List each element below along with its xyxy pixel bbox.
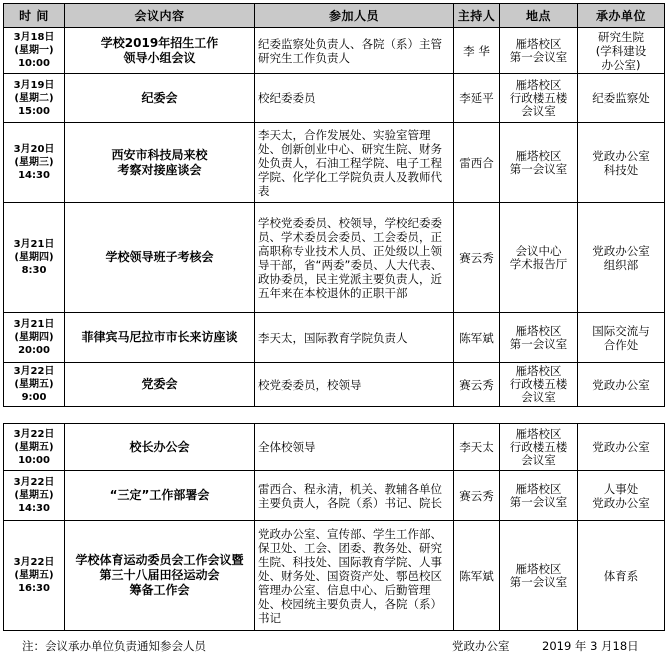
organizer-line: 合作处: [603, 337, 639, 352]
organizer-line: 研究生院: [598, 29, 644, 44]
time-cell: [4, 313, 65, 363]
schedule-row: [4, 471, 665, 521]
organizer-cell: [578, 203, 665, 313]
attendees-cell: 全体校领导: [255, 424, 454, 471]
schedule-row: [4, 123, 665, 203]
organizer-cell: [578, 28, 665, 74]
header-time: 时 间: [4, 4, 65, 28]
header-organizer: 承办单位: [578, 4, 665, 28]
time-weekday: (星期一): [14, 45, 54, 56]
header-attendees: 参加人员: [255, 4, 454, 28]
organizer-line: 办公室): [601, 57, 641, 72]
organizer-cell: [578, 471, 665, 521]
host-cell: 赛云秀: [454, 203, 500, 313]
time-date: 3月21日: [13, 319, 55, 330]
schedule-row: [4, 203, 665, 313]
time-clock: 14:30: [18, 170, 50, 181]
time-date: 3月22日: [13, 477, 55, 488]
location-line: 雁塔校区: [515, 36, 562, 51]
organizer-cell: [578, 123, 665, 203]
time-weekday: (星期四): [14, 252, 54, 263]
header-row: [4, 4, 665, 28]
location-cell: [500, 123, 578, 203]
meeting-title: [65, 313, 255, 363]
time-cell: [4, 123, 65, 203]
location-line: 会议中心: [515, 243, 562, 258]
organizer-line: 党政办公室: [592, 377, 650, 392]
time-date: 3月22日: [13, 557, 55, 568]
meeting-title: [65, 471, 255, 521]
time-clock: 8:30: [21, 265, 47, 276]
meeting-title-line: 筹备工作会: [129, 583, 190, 597]
time-date: 3月21日: [13, 239, 55, 250]
attendees-cell: 李天太，国际教育学院负责人: [255, 313, 454, 363]
organizer-line: 纪委监察处: [592, 91, 650, 105]
organizer-line: 党政办公室: [592, 440, 650, 454]
time-date: 3月19日: [13, 79, 55, 91]
meeting-title: [65, 74, 255, 123]
location-line: 雁塔校区: [515, 323, 562, 338]
host-cell: 赛云秀: [454, 471, 500, 521]
time-weekday: (星期五): [14, 441, 54, 453]
location-line: 行政楼五楼: [509, 439, 568, 454]
location-line: 雁塔校区: [515, 77, 562, 92]
meeting-title-line: 学校领导班子考核会: [105, 250, 214, 264]
location-line: 雁塔校区: [515, 481, 562, 496]
location-line: 行政楼五楼: [509, 377, 568, 391]
meeting-title: [65, 203, 255, 313]
time-weekday: (星期五): [14, 379, 54, 390]
location-line: 行政楼五楼: [509, 90, 568, 105]
time-clock: 10:00: [18, 58, 50, 69]
time-clock: 15:00: [18, 105, 50, 117]
meeting-title-line: 第三十八届田径运动会: [99, 568, 220, 582]
schedule-row: [4, 424, 665, 471]
schedule-row: [4, 313, 665, 363]
schedule-row: [4, 521, 665, 631]
host-cell: 雷西合: [454, 123, 500, 203]
meeting-title-line: 考察对接座谈会: [117, 162, 202, 177]
schedule-table-part1: [3, 3, 665, 407]
location-line: 雁塔校区: [515, 364, 562, 378]
time-clock: 20:00: [18, 345, 50, 356]
time-clock: 14:30: [18, 503, 50, 514]
location-cell: [500, 28, 578, 74]
location-cell: [500, 203, 578, 313]
meeting-title-line: 党委会: [141, 377, 178, 391]
location-cell: [500, 471, 578, 521]
time-date: 3月22日: [13, 428, 55, 440]
header-content: 会议内容: [65, 4, 255, 28]
meeting-title: [65, 521, 255, 631]
page-gap: [3, 413, 664, 423]
time-cell: [4, 28, 65, 74]
meeting-title-line: 西安市科技局来校: [111, 147, 208, 162]
host-cell: 赛云秀: [454, 363, 500, 407]
attendees-cell: 校党委委员，校领导: [255, 363, 454, 407]
time-clock: 16:30: [18, 583, 50, 594]
host-cell: 陈军斌: [454, 313, 500, 363]
time-weekday: (星期二): [14, 92, 54, 104]
attendees-cell: 党政办公室、宣传部、学生工作部、保卫处、工会、团委、教务处、研究生院、科技处、国际教育学院、人事处、财务处、国资资产处、鄠邑校区管理办公室、信息中心、后勤管理处、校园统主要负责人，各院（系）书记: [255, 521, 454, 631]
meeting-title-line: 学校体育运动委员会工作会议暨: [75, 553, 244, 567]
schedule-row: [4, 28, 665, 74]
schedule-row: [4, 74, 665, 123]
host-cell: 李天太: [454, 424, 500, 471]
time-clock: 10:00: [18, 454, 50, 466]
time-cell: [4, 74, 65, 123]
time-cell: [4, 424, 65, 471]
time-date: 3月22日: [13, 366, 55, 377]
host-cell: 李延平: [454, 74, 500, 123]
organizer-line: (学科建设: [595, 43, 647, 58]
time-weekday: (星期五): [14, 490, 54, 501]
meeting-title: [65, 123, 255, 203]
time-cell: [4, 521, 65, 631]
location-line: 会议室: [521, 103, 556, 118]
organizer-cell: [578, 521, 665, 631]
location-line: 第一会议室: [509, 49, 568, 64]
host-cell: 陈军斌: [454, 521, 500, 631]
time-weekday: (星期四): [14, 332, 54, 343]
time-cell: [4, 363, 65, 407]
footer-dept: 党政办公室: [452, 639, 510, 653]
location-cell: [500, 521, 578, 631]
location-line: 第一会议室: [509, 161, 568, 176]
meeting-title: [65, 363, 255, 407]
location-line: 雁塔校区: [515, 426, 562, 441]
schedule-row: [4, 363, 665, 407]
organizer-cell: [578, 424, 665, 471]
location-line: 雁塔校区: [515, 561, 562, 576]
attendees-cell: 李天太，合作发展处、实验室管理处、创新创业中心、研究生院、财务处负责人，石油工程学院、电子工程学院、化学化工学院负责人及教师代表: [255, 123, 454, 203]
time-weekday: (星期五): [14, 570, 54, 581]
attendees-cell: 雷西合、程永清，机关、教辅各单位主要负责人，各院（系）书记、院长: [255, 471, 454, 521]
organizer-line: 党政办公室: [592, 148, 650, 163]
organizer-cell: [578, 313, 665, 363]
time-cell: [4, 203, 65, 313]
schedule-table-part2: [3, 423, 665, 631]
meeting-title-line: 纪委会: [141, 90, 178, 105]
location-line: 第一会议室: [509, 336, 568, 351]
attendees-cell: 校纪委委员: [255, 74, 454, 123]
location-line: 学术报告厅: [509, 256, 568, 271]
meeting-title-line: 校长办公会: [129, 439, 190, 454]
location-cell: [500, 313, 578, 363]
location-cell: [500, 424, 578, 471]
location-line: 会议室: [521, 390, 556, 404]
header-host: 主持人: [454, 4, 500, 28]
location-line: 第一会议室: [509, 574, 568, 589]
location-line: 第一会议室: [509, 494, 568, 509]
meeting-title-line: 领导小组会议: [123, 50, 196, 65]
organizer-cell: [578, 74, 665, 123]
location-cell: [500, 363, 578, 407]
host-cell: 李 华: [454, 28, 500, 74]
organizer-line: 科技处: [603, 162, 639, 177]
meeting-title-line: 学校2019年招生工作: [100, 35, 219, 50]
organizer-line: 体育系: [603, 568, 639, 583]
footer-date: 2019 年 3 月18日: [542, 639, 639, 653]
time-date: 3月20日: [13, 144, 55, 155]
location-line: 雁塔校区: [515, 148, 562, 163]
attendees-cell: 学校党委委员、校领导，学校纪委委员、学术委员会委员、工会委员，正高职称专业技术人员、正处级以上领导干部，省“两委”委员、人大代表、政协委员，民主党派主要负责人，近五年来在本校退休的正职干部: [255, 203, 454, 313]
organizer-line: 组织部: [603, 257, 639, 272]
organizer-line: 党政办公室: [592, 243, 650, 258]
meeting-title: [65, 28, 255, 74]
header-location: 地点: [500, 4, 578, 28]
organizer-line: 党政办公室: [592, 495, 650, 510]
attendees-cell: 纪委监察处负责人、各院（系）主管研究生工作负责人: [255, 28, 454, 74]
time-cell: [4, 471, 65, 521]
footer-note: 注：会议承办单位负责通知参会人员: [22, 639, 206, 653]
organizer-line: 人事处: [603, 481, 639, 496]
location-line: 会议室: [521, 452, 556, 467]
organizer-cell: [578, 363, 665, 407]
time-clock: 9:00: [21, 392, 47, 403]
meeting-title-line: 菲律宾马尼拉市市长来访座谈: [81, 330, 238, 344]
location-cell: [500, 74, 578, 123]
organizer-line: 国际交流与: [592, 323, 650, 338]
meeting-title-line: “三定”工作部署会: [109, 488, 210, 502]
time-weekday: (星期三): [14, 157, 54, 168]
meeting-title: [65, 424, 255, 471]
time-date: 3月18日: [13, 32, 55, 43]
